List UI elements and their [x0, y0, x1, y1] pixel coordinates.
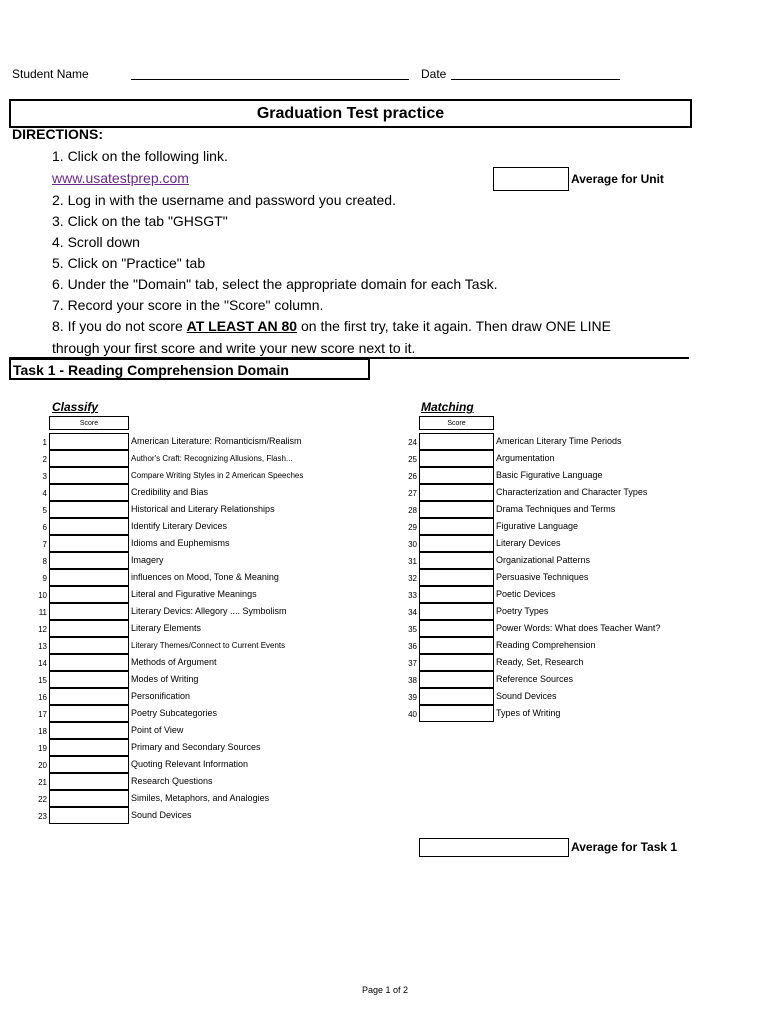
matching-row [397, 569, 717, 586]
classify-score-cell[interactable] [49, 433, 129, 450]
classify-item-number: 18 [38, 727, 47, 736]
classify-row [27, 535, 347, 552]
matching-item-number: 26 [408, 472, 417, 481]
matching-score-cell[interactable] [419, 535, 494, 552]
matching-item-label: American Literary Time Periods [496, 436, 622, 446]
matching-row [397, 688, 717, 705]
classify-row [27, 450, 347, 467]
matching-item-label: Poetic Devices [496, 589, 556, 599]
classify-row [27, 637, 347, 654]
classify-item-label: Idioms and Euphemisms [131, 538, 230, 548]
classify-item-label: Poetry Subcategories [131, 708, 218, 718]
classify-row [27, 671, 347, 688]
classify-item-number: 17 [38, 710, 47, 719]
student-name-line[interactable] [131, 79, 409, 80]
classify-score-cell[interactable] [49, 790, 129, 807]
matching-item-label: Poetry Types [496, 606, 549, 616]
directions-heading: DIRECTIONS: [12, 126, 103, 142]
classify-row [27, 756, 347, 773]
matching-item-label: Argumentation [496, 453, 555, 463]
matching-item-label: Drama Techniques and Terms [496, 504, 616, 514]
classify-score-cell[interactable] [49, 484, 129, 501]
matching-item-label: Organizational Patterns [496, 555, 591, 565]
matching-row [397, 637, 717, 654]
classify-score-header: Score [49, 416, 129, 430]
matching-row [397, 654, 717, 671]
page-footer: Page 1 of 2 [361, 985, 409, 995]
classify-score-cell[interactable] [49, 467, 129, 484]
matching-score-cell[interactable] [419, 620, 494, 637]
classify-score-cell[interactable] [49, 688, 129, 705]
matching-row [397, 671, 717, 688]
classify-item-number: 8 [42, 557, 47, 566]
matching-score-cell[interactable] [419, 603, 494, 620]
matching-row [397, 620, 717, 637]
classify-score-cell[interactable] [49, 654, 129, 671]
average-unit-label: Average for Unit [571, 172, 664, 186]
date-label: Date [421, 67, 447, 81]
matching-score-cell[interactable] [419, 552, 494, 569]
matching-score-cell[interactable] [419, 705, 494, 722]
direction-step-8: 8. If you do not score AT LEAST AN 80 on the first try, take it again. Then draw ONE LINE [52, 318, 611, 334]
classify-score-cell[interactable] [49, 552, 129, 569]
direction-step-5: 5. Click on "Practice" tab [52, 255, 206, 271]
classify-item-label: Imagery [131, 555, 164, 565]
classify-row [27, 586, 347, 603]
classify-score-cell[interactable] [49, 739, 129, 756]
matching-title: Matching [421, 400, 474, 414]
classify-item-label: Modes of Writing [131, 674, 199, 684]
matching-score-cell[interactable] [419, 637, 494, 654]
classify-item-label: Point of View [131, 725, 184, 735]
matching-score-cell[interactable] [419, 654, 494, 671]
classify-score-cell[interactable] [49, 569, 129, 586]
classify-row [27, 433, 347, 450]
classify-item-number: 5 [42, 506, 47, 515]
classify-title: Classify [52, 400, 99, 414]
classify-item-number: 19 [38, 744, 47, 753]
matching-row [397, 586, 717, 603]
classify-item-label: Credibility and Bias [131, 487, 209, 497]
classify-item-label: influences on Mood, Tone & Meaning [131, 572, 279, 582]
classify-item-label: Literary Devics: Allegory .... Symbolism [131, 606, 287, 616]
classify-row [27, 739, 347, 756]
classify-item-number: 1 [42, 438, 47, 447]
matching-item-number: 34 [408, 608, 417, 617]
matching-item-label: Persuasive Techniques [496, 572, 589, 582]
classify-row [27, 773, 347, 790]
matching-item-label: Figurative Language [496, 521, 579, 531]
classify-item-number: 20 [38, 761, 47, 770]
classify-item-label: Methods of Argument [131, 657, 217, 667]
matching-row [397, 484, 717, 501]
matching-item-number: 29 [408, 523, 417, 532]
direction-step-1: 1. Click on the following link. [52, 148, 228, 164]
classify-score-cell[interactable] [49, 705, 129, 722]
direction-step-6: 6. Under the "Domain" tab, select the appropriate domain for each Task. [52, 276, 498, 292]
classify-item-label: Literary Elements [131, 623, 202, 633]
direction-step-2: 2. Log in with the username and password you created. [52, 192, 396, 208]
classify-item-number: 9 [42, 574, 47, 583]
matching-item-label: Literary Devices [496, 538, 561, 548]
matching-item-label: Reference Sources [496, 674, 574, 684]
matching-row [397, 552, 717, 569]
classify-score-cell[interactable] [49, 535, 129, 552]
classify-item-label: Identify Literary Devices [131, 521, 228, 531]
matching-item-label: Sound Devices [496, 691, 557, 701]
average-task-box[interactable] [419, 838, 569, 857]
matching-row [397, 518, 717, 535]
matching-item-number: 35 [408, 625, 417, 634]
matching-row [397, 450, 717, 467]
matching-item-number: 25 [408, 455, 417, 464]
direction-step-8-cont: through your first score and write your new score next to it. [52, 340, 416, 356]
classify-item-number: 7 [42, 540, 47, 549]
matching-item-number: 31 [408, 557, 417, 566]
matching-score-cell[interactable] [419, 586, 494, 603]
classify-score-cell[interactable] [49, 756, 129, 773]
direction-step-3: 3. Click on the tab "GHSGT" [52, 213, 228, 229]
classify-score-cell[interactable] [49, 773, 129, 790]
matching-score-cell[interactable] [419, 569, 494, 586]
classify-item-label: Literal and Figurative Meanings [131, 589, 257, 599]
classify-item-number: 23 [38, 812, 47, 821]
classify-row [27, 552, 347, 569]
matching-item-number: 36 [408, 642, 417, 651]
classify-score-cell[interactable] [49, 603, 129, 620]
classify-row [27, 722, 347, 739]
classify-item-label: Literary Themes/Connect to Current Events [131, 641, 286, 650]
classify-item-label: Primary and Secondary Sources [131, 742, 261, 752]
task-title: Task 1 - Reading Comprehension Domain [9, 358, 370, 380]
matching-score-cell[interactable] [419, 518, 494, 535]
classify-item-number: 3 [42, 472, 47, 481]
date-line[interactable] [451, 79, 620, 80]
matching-item-number: 27 [408, 489, 417, 498]
classify-row [27, 569, 347, 586]
classify-item-label: Personification [131, 691, 191, 701]
average-unit-box[interactable] [493, 167, 569, 191]
matching-score-cell[interactable] [419, 433, 494, 450]
matching-item-label: Basic Figurative Language [496, 470, 603, 480]
classify-item-number: 10 [38, 591, 47, 600]
classify-score-cell[interactable] [49, 620, 129, 637]
matching-row [397, 501, 717, 518]
classify-row [27, 501, 347, 518]
matching-item-label: Characterization and Character Types [496, 487, 648, 497]
classify-row [27, 654, 347, 671]
matching-row [397, 705, 717, 722]
classify-item-number: 11 [38, 608, 47, 617]
classify-score-cell[interactable] [49, 722, 129, 739]
matching-item-number: 30 [408, 540, 417, 549]
matching-score-cell[interactable] [419, 501, 494, 518]
matching-item-number: 39 [408, 693, 417, 702]
student-name-label: Student Name [12, 67, 89, 81]
matching-row [397, 433, 717, 450]
matching-score-cell[interactable] [419, 688, 494, 705]
matching-score-cell[interactable] [419, 450, 494, 467]
classify-item-label: Author's Craft: Recognizing Allusions, Flash... [131, 454, 293, 463]
matching-score-cell[interactable] [419, 467, 494, 484]
classify-score-cell[interactable] [49, 501, 129, 518]
classify-row [27, 620, 347, 637]
usatestprep-link[interactable]: www.usatestprep.com [52, 170, 189, 186]
classify-score-cell[interactable] [49, 518, 129, 535]
matching-row [397, 467, 717, 484]
direction-emphasis: AT LEAST AN 80 [186, 318, 298, 334]
matching-item-label: Power Words: What does Teacher Want? [496, 623, 661, 633]
classify-item-number: 6 [42, 523, 47, 532]
matching-score-cell[interactable] [419, 671, 494, 688]
classify-item-label: Sound Devices [131, 810, 192, 820]
classify-row [27, 790, 347, 807]
classify-row [27, 688, 347, 705]
classify-row [27, 484, 347, 501]
classify-item-number: 2 [42, 455, 47, 464]
classify-item-number: 13 [38, 642, 47, 651]
classify-item-label: Research Questions [131, 776, 213, 786]
matching-item-number: 40 [408, 710, 417, 719]
matching-item-number: 24 [408, 438, 417, 447]
classify-item-number: 12 [38, 625, 47, 634]
classify-row [27, 603, 347, 620]
classify-item-label: American Literature: Romanticism/Realism [131, 436, 302, 446]
classify-row [27, 807, 347, 824]
classify-score-cell[interactable] [49, 637, 129, 654]
classify-score-cell[interactable] [49, 450, 129, 467]
page-title: Graduation Test practice [9, 99, 692, 128]
classify-item-number: 16 [38, 693, 47, 702]
matching-item-label: Reading Comprehension [496, 640, 596, 650]
classify-score-cell[interactable] [49, 671, 129, 688]
matching-item-label: Types of Writing [496, 708, 561, 718]
classify-row [27, 705, 347, 722]
classify-item-label: Quoting Relevant Information [131, 759, 249, 769]
classify-item-label: Historical and Literary Relationships [131, 504, 275, 514]
classify-item-number: 14 [38, 659, 47, 668]
matching-item-number: 32 [408, 574, 417, 583]
classify-item-number: 15 [38, 676, 47, 685]
matching-item-label: Ready, Set, Research [496, 657, 584, 667]
matching-score-header: Score [419, 416, 494, 430]
matching-item-number: 37 [408, 659, 417, 668]
matching-item-number: 38 [408, 676, 417, 685]
classify-score-cell[interactable] [49, 807, 129, 824]
matching-score-cell[interactable] [419, 484, 494, 501]
matching-row [397, 535, 717, 552]
classify-score-cell[interactable] [49, 586, 129, 603]
classify-row [27, 467, 347, 484]
classify-item-number: 4 [42, 489, 47, 498]
classify-item-label: Similes, Metaphors, and Analogies [131, 793, 270, 803]
classify-item-number: 22 [38, 795, 47, 804]
average-task-label: Average for Task 1 [571, 840, 678, 854]
matching-item-number: 33 [408, 591, 417, 600]
matching-row [397, 603, 717, 620]
classify-item-number: 21 [38, 778, 47, 787]
classify-row [27, 518, 347, 535]
classify-item-label: Compare Writing Styles in 2 American Speeches [131, 471, 304, 480]
direction-step-4: 4. Scroll down [52, 234, 140, 250]
matching-item-number: 28 [408, 506, 417, 515]
direction-step-7: 7. Record your score in the "Score" column. [52, 297, 324, 313]
